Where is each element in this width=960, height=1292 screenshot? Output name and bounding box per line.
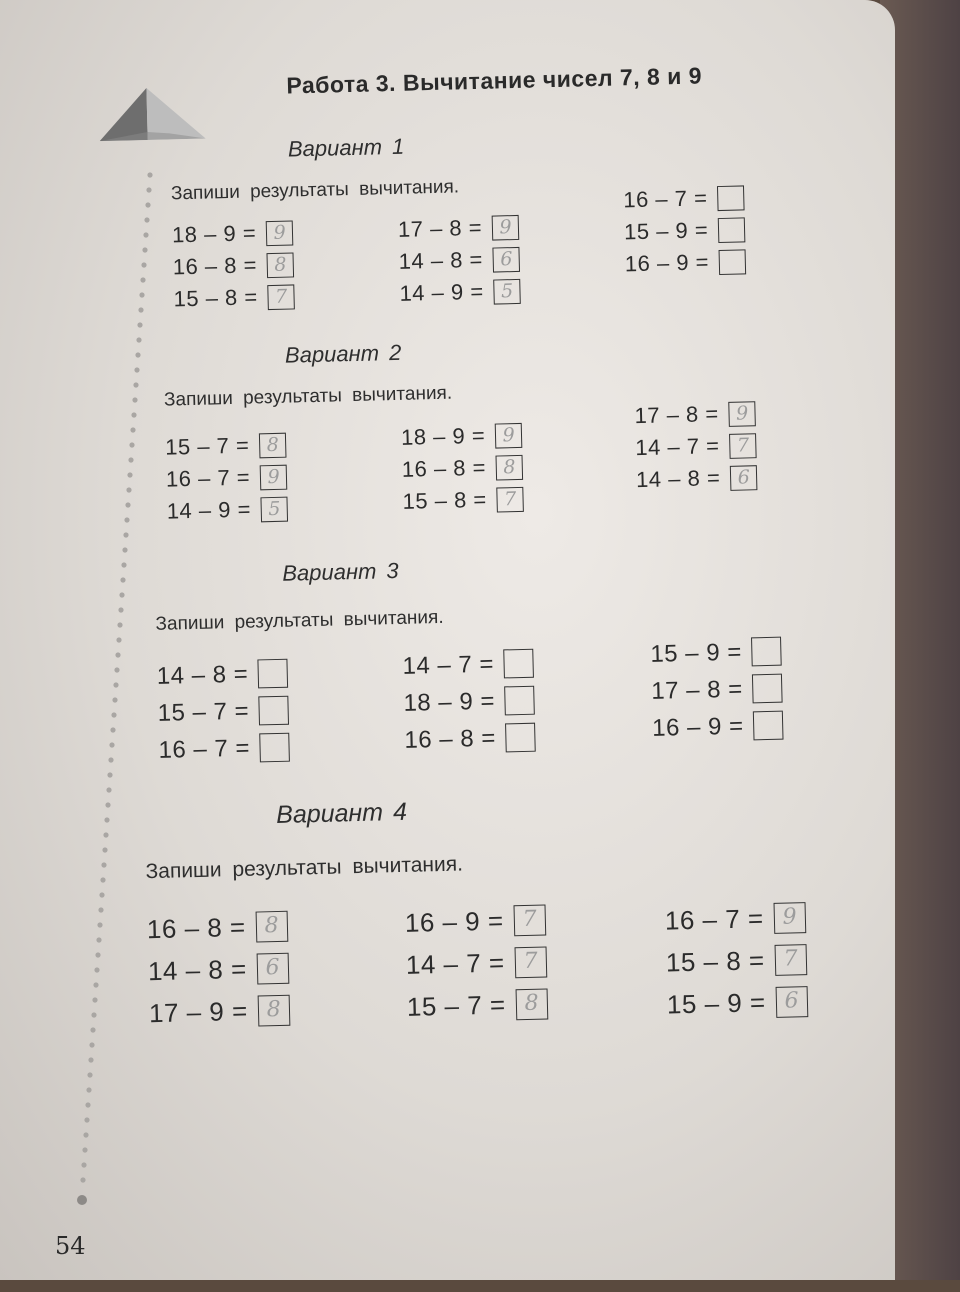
equation-expression: 14 – 8 = <box>147 953 248 986</box>
answer-box[interactable]: 7 <box>514 946 547 978</box>
answer-box[interactable]: 7 <box>496 486 524 512</box>
page-number: 54 <box>55 1232 86 1260</box>
equation-row <box>156 655 288 695</box>
answer-box[interactable] <box>717 185 745 211</box>
equation-expression: 14 – 8 = <box>635 465 721 493</box>
equation-row <box>404 719 536 759</box>
equation-expression: 16 – 9 = <box>624 249 710 277</box>
variant-3-instruction: Запиши результаты вычитания. <box>155 606 444 635</box>
equation-expression: 17 – 9 = <box>148 995 249 1028</box>
equation-row <box>624 245 746 280</box>
answer-box[interactable]: 9 <box>266 220 294 246</box>
cut-line-dots <box>70 170 160 1220</box>
variant-3-column-1 <box>156 655 290 769</box>
equation-row <box>157 692 289 732</box>
equation-row <box>166 493 288 528</box>
answer-box[interactable] <box>258 659 289 689</box>
equation-expression: 16 – 8 = <box>172 252 258 280</box>
equation-row <box>398 243 520 278</box>
answer-box[interactable]: 8 <box>496 454 524 480</box>
equation-expression: 17 – 8 = <box>634 401 719 429</box>
variant-4-number: 4 <box>392 797 408 827</box>
variant-2-heading <box>285 340 402 369</box>
equation-expression: 17 – 8 = <box>397 214 483 242</box>
equation-row <box>405 940 547 985</box>
answer-box[interactable] <box>259 696 290 726</box>
answer-box[interactable]: 6 <box>775 986 808 1018</box>
equation-expression: 16 – 8 = <box>401 454 487 482</box>
equation-row <box>636 461 758 496</box>
answer-box[interactable] <box>260 733 291 763</box>
answer-box[interactable]: 6 <box>256 952 289 984</box>
equation-row <box>403 682 535 722</box>
variant-2-number: 2 <box>388 339 402 366</box>
answer-box[interactable]: 5 <box>261 496 289 522</box>
answer-box[interactable]: 6 <box>493 246 521 272</box>
origami-triangle-icon <box>98 87 205 142</box>
equation-expression: 15 – 8 = <box>665 944 765 978</box>
equation-row <box>650 633 782 673</box>
variant-1-column-3 <box>623 181 746 280</box>
equation-row <box>402 645 534 685</box>
answer-box[interactable]: 7 <box>267 284 295 310</box>
equation-expression: 16 – 9 = <box>404 905 504 938</box>
answer-box[interactable] <box>505 686 536 716</box>
variant-2-label: Вариант <box>284 340 380 368</box>
equation-expression: 14 – 9 = <box>166 496 252 524</box>
equation-row <box>635 429 757 464</box>
equation-expression: 15 – 7 = <box>164 432 250 460</box>
equation-row <box>165 429 287 464</box>
variant-4-column-1 <box>146 905 290 1034</box>
equation-expression: 15 – 9 = <box>623 217 709 245</box>
equation-row <box>399 275 521 310</box>
variant-3-label: Вариант <box>282 558 377 586</box>
variant-1-heading <box>288 134 405 163</box>
variant-1-column-2 <box>398 211 521 310</box>
answer-box[interactable] <box>753 711 784 741</box>
answer-box[interactable]: 9 <box>495 422 523 448</box>
equation-row <box>665 938 807 983</box>
equation-row <box>158 729 290 769</box>
equation-row <box>166 461 288 496</box>
equation-expression: 16 – 9 = <box>651 712 744 742</box>
equation-expression: 18 – 9 = <box>171 220 257 248</box>
equation-row <box>623 181 745 216</box>
equation-expression: 15 – 9 = <box>666 986 766 1020</box>
equation-row <box>172 216 294 251</box>
equation-expression: 16 – 7 = <box>158 734 251 764</box>
answer-box[interactable]: 8 <box>259 432 287 458</box>
equation-row <box>173 280 295 315</box>
answer-box[interactable] <box>718 217 746 243</box>
variant-3-column-3 <box>650 633 784 747</box>
answer-box[interactable]: 8 <box>255 910 288 942</box>
variant-1-label: Вариант <box>287 134 383 162</box>
equation-expression: 17 – 8 = <box>650 675 744 705</box>
equation-row <box>149 989 291 1034</box>
equation-expression: 18 – 9 = <box>403 687 496 717</box>
variant-1-column-1 <box>172 216 295 315</box>
variant-4-instruction: Запиши результаты вычитания. <box>145 852 464 884</box>
answer-box[interactable]: 8 <box>257 994 290 1026</box>
answer-box[interactable] <box>751 637 782 667</box>
equation-expression: 14 – 7 = <box>405 947 505 980</box>
equation-expression: 16 – 7 = <box>165 464 251 492</box>
equation-row <box>634 397 756 432</box>
answer-box[interactable] <box>752 674 783 704</box>
variant-1-number: 1 <box>391 133 405 159</box>
equation-expression: 15 – 9 = <box>650 638 743 668</box>
equation-row <box>652 707 784 747</box>
equation-expression: 14 – 7 = <box>402 650 495 680</box>
variant-2-instruction: Запиши результаты вычитания. <box>163 382 453 411</box>
answer-box[interactable]: 5 <box>493 278 521 304</box>
equation-row <box>664 896 806 941</box>
answer-box[interactable]: 7 <box>729 433 757 459</box>
equation-row <box>402 483 524 518</box>
answer-box[interactable]: 9 <box>492 214 520 240</box>
equation-row <box>401 419 523 454</box>
variant-3-number: 3 <box>386 557 399 584</box>
answer-box[interactable]: 9 <box>773 902 806 934</box>
equation-expression: 16 – 8 = <box>146 911 246 944</box>
equation-expression: 14 – 9 = <box>399 278 484 306</box>
equation-expression: 15 – 8 = <box>402 486 488 514</box>
equation-row <box>401 451 523 486</box>
variant-3-heading <box>282 558 399 587</box>
equation-row <box>404 898 546 943</box>
answer-box[interactable]: 7 <box>774 944 807 976</box>
equation-row <box>398 211 520 246</box>
answer-box[interactable] <box>719 249 747 275</box>
variant-4-column-2 <box>404 898 548 1027</box>
answer-box[interactable]: 8 <box>515 988 548 1020</box>
equation-expression: 15 – 7 = <box>406 988 506 1022</box>
variant-4-heading <box>276 798 407 830</box>
variant-1-instruction: Запиши результаты вычитания. <box>170 176 460 205</box>
equation-row <box>406 982 548 1027</box>
equation-row <box>666 980 808 1025</box>
answer-box[interactable]: 7 <box>513 904 546 936</box>
variant-4-column-3 <box>664 896 808 1025</box>
answer-box[interactable]: 9 <box>260 464 288 490</box>
answer-box[interactable] <box>504 649 535 679</box>
equation-expression: 16 – 7 = <box>664 902 764 936</box>
equation-row <box>651 670 783 710</box>
equation-expression: 16 – 8 = <box>404 724 497 754</box>
equation-expression: 14 – 7 = <box>635 433 720 461</box>
equation-row <box>147 947 289 992</box>
equation-expression: 14 – 8 = <box>398 246 484 274</box>
equation-row <box>146 905 288 950</box>
answer-box[interactable] <box>505 723 536 753</box>
answer-box[interactable]: 6 <box>730 465 758 491</box>
variant-4-label: Вариант <box>275 798 384 830</box>
variant-2-column-3 <box>634 397 757 496</box>
equation-expression: 15 – 7 = <box>157 697 250 727</box>
equation-expression: 18 – 9 = <box>400 422 486 450</box>
variant-3-column-2 <box>402 645 536 759</box>
variant-2-column-1 <box>165 429 288 528</box>
equation-expression: 14 – 8 = <box>156 660 249 690</box>
answer-box[interactable]: 9 <box>728 401 756 427</box>
equation-expression: 16 – 7 = <box>622 185 708 213</box>
variant-2-column-2 <box>401 419 524 518</box>
work-title: Работа 3. Вычитание чисел 7, 8 и 9 <box>286 62 703 99</box>
equation-expression: 15 – 8 = <box>173 284 258 312</box>
equation-row <box>172 248 294 283</box>
answer-box[interactable]: 8 <box>267 252 295 278</box>
equation-row <box>624 213 746 248</box>
